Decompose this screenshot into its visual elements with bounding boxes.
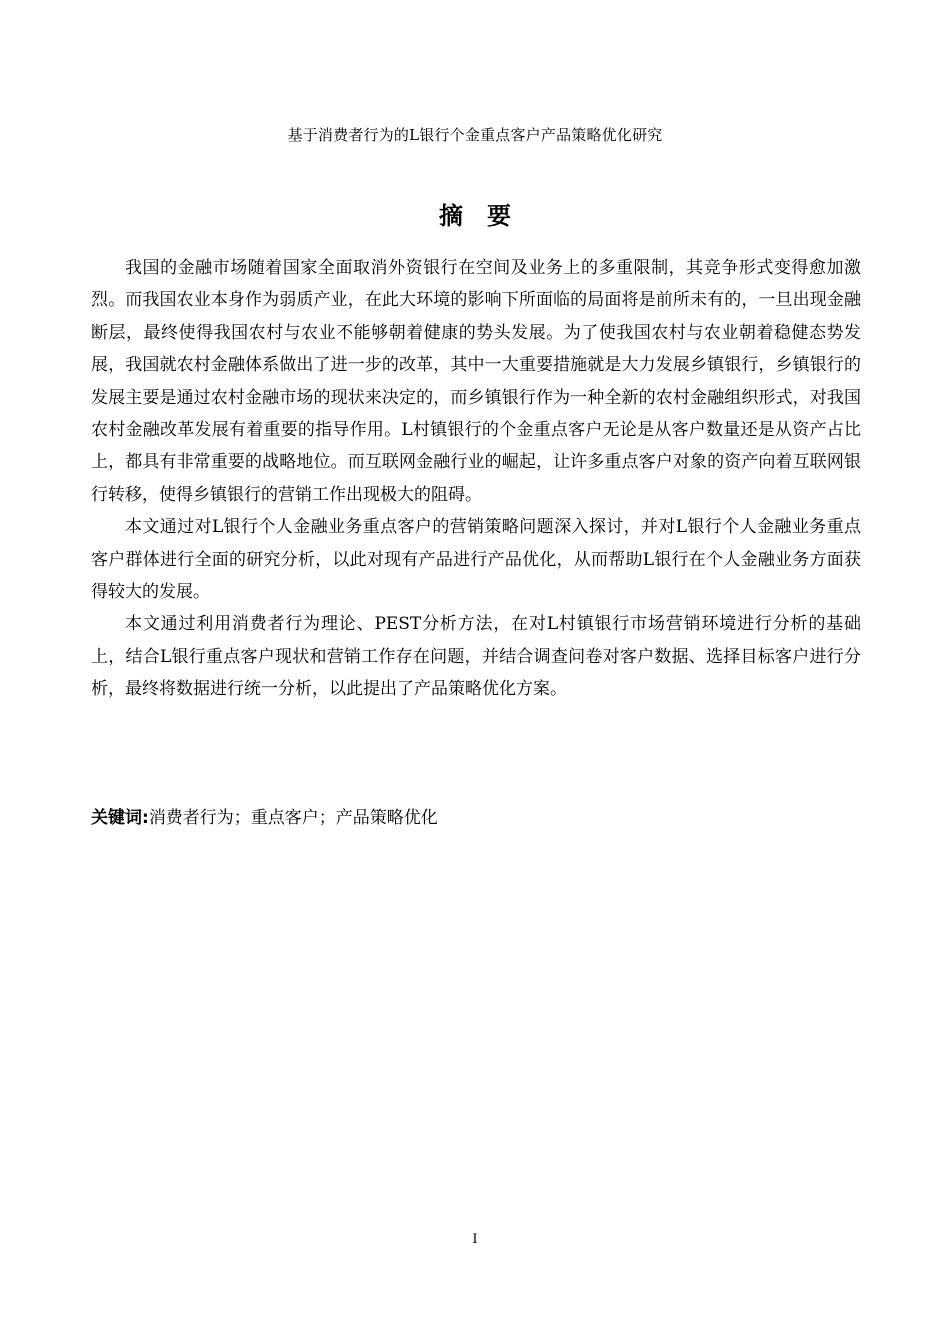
keywords-text: 消费者行为；重点客户；产品策略优化 <box>148 808 438 828</box>
running-header: 基于消费者行为的L银行个金重点客户产品策略优化研究 <box>287 126 663 144</box>
abstract-paragraph-3: 本文通过利用消费者行为理论、PEST分析方法，在对L村镇银行市场营销环境进行分析的基础上，结合L银行重点客户现状和营销工作存在问题，并结合调查问卷对客户数据、选择目标客户进行分析，最终将数据进行统一分析，以此提出了产品策略优化方案。 <box>91 614 861 700</box>
abstract-heading: 摘要 <box>439 202 535 230</box>
page-number: I <box>472 1232 478 1247</box>
keywords-line <box>91 804 861 832</box>
keywords-label: 关键词: <box>91 808 149 828</box>
abstract-paragraph-2: 本文通过对L银行个人金融业务重点客户的营销策略问题深入探讨，并对L银行个人金融业务重点客户群体进行全面的研究分析，以此对现有产品进行产品优化，从而帮助L银行在个人金融业务方面获得较大的发展。 <box>91 517 861 603</box>
abstract-body <box>91 252 861 706</box>
abstract-paragraph-1: 我国的金融市场随着国家全面取消外资银行在空间及业务上的多重限制，其竞争形式变得愈加激烈。而我国农业本身作为弱质产业，在此大环境的影响下所面临的局面将是前所未有的，一旦出现金融断层，最终使得我国农村与农业不能够朝着健康的势头发展。为了使我国农村与农业朝着稳健态势发展，我国就农村金融体系做出了进一步的改革，其中一大重要措施就是大力发展乡镇银行，乡镇银行的发展主要是通过农村金融市场的现状来决定的，而乡镇银行作为一种全新的农村金融组织形式，对我国农村金融改革发展有着重要的指导作用。L村镇银行的个金重点客户无论是从客户数量还是从资产占比上，都具有非常重要的战略地位。而互联网金融行业的崛起，让许多重点客户对象的资产向着互联网银行转移，使得乡镇银行的营销工作出现极大的阻碍。 <box>91 258 861 505</box>
